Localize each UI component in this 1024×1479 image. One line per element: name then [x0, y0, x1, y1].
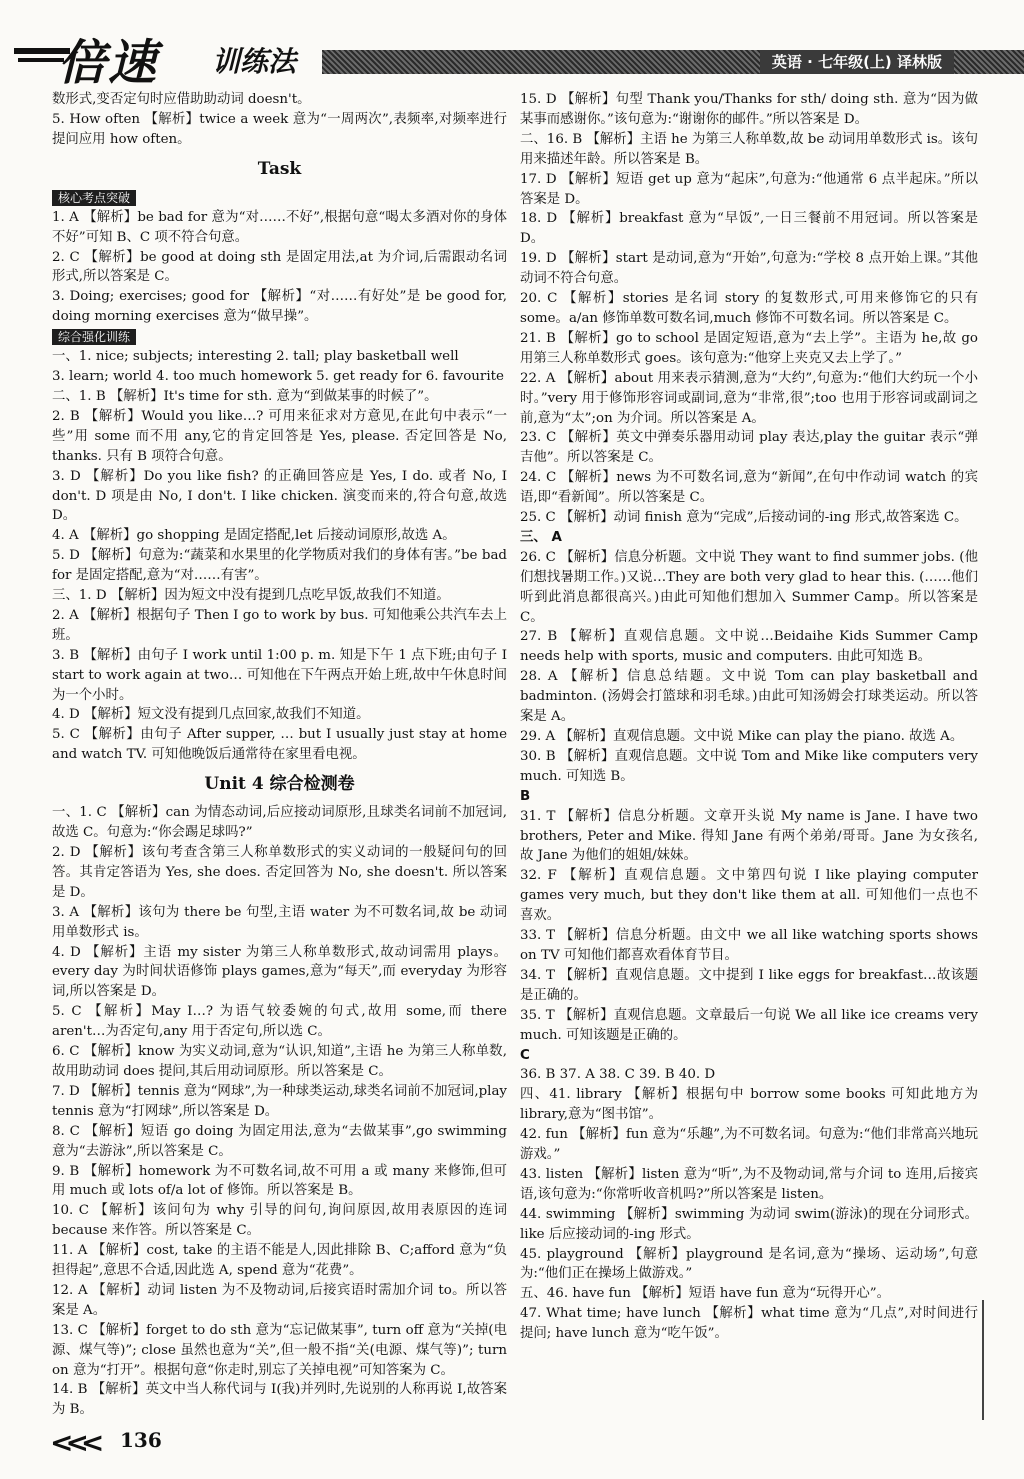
answer-item: 27. B 【解析】直观信息题。文中说…Beidaihe Kids Summer Camp needs help with sports, music and computers. 由此可知选 B。: [520, 629, 978, 665]
answer-item: 3. Doing; exercises; good for 【解析】“对……有好处”是 be good for, doing morning exercises 意为“做早操”。: [52, 289, 507, 325]
answer-item: 17. D 【解析】短语 get up 意为“起床”,句意为:“他通常 6 点半起床。”所以答案是 D。: [520, 171, 978, 207]
answer-item: 8. C 【解析】短语 go doing 为固定用法,意为“去做某事”,go swimming 意为“去游泳”,所以答案是 C。: [52, 1123, 507, 1159]
answer-item: 四、41. library 【解析】根据句中 borrow some books 可知此地方为 library,意为“图书馆”。: [520, 1087, 978, 1123]
answer-item: 15. D 【解析】句型 Thank you/Thanks for sth/ doing sth. 意为“因为做某事而感谢你。”该句意为:“谢谢你的邮件。”所以答案是 D。: [520, 92, 978, 127]
answer-item: 2. C 【解析】be good at doing sth 是固定用法,at 为介词,后需跟动名词形式,所以答案是 C。: [52, 249, 507, 285]
answer-item: 一、1. nice; subjects; interesting 2. tall; play basketball well: [52, 349, 459, 365]
answer-item: 9. B 【解析】homework 为不可数名词,故不可用 a 或 many 来修饰,但可用 much 或 lots of/a lot of 修饰。所以答案是 B。: [52, 1163, 507, 1199]
answer-item: 34. T 【解析】直观信息题。文中提到 I like eggs for breakfast…故该题是正确的。: [520, 967, 978, 1003]
answer-item: 42. fun 【解析】fun 意为“乐趣”,为不可数名词。句意为:“他们非常高兴地玩游戏。”: [520, 1127, 978, 1163]
answer-item: 数形式,变否定句时应借助助动词 doesn't。: [52, 92, 311, 107]
answer-item: 20. C 【解析】stories 是名词 story 的复数形式,可用来修饰它的只有 some。a/an 修饰单数可数名词,much 修饰不可数名词。所以答案是 C。: [520, 291, 978, 326]
answer-item: 3. D 【解析】Do you like fish? 的正确回答应是 Yes, I do. 或者 No, I don't. D 项是由 No, I don't. I like chicken. 演变而来的,符合句意,故选 D。: [52, 468, 507, 524]
answer-item: 45. playground 【解析】playground 是名词,意为“操场、运动场”,句意为:“他们正在操场上做游戏。”: [520, 1246, 978, 1282]
section-title: Unit 4 综合检测卷: [204, 774, 355, 795]
answer-item: 4. D 【解析】短文没有提到几点回家,故我们不知道。: [52, 707, 370, 723]
answer-item: 32. F 【解析】直观信息题。文中第四句说 I like playing computer games very much, but they don't like them at all. 可知他们一点也不喜欢。: [520, 868, 978, 924]
answer-item: 47. What time; have lunch 【解析】what time 意为“几点”,对时间进行提问; have lunch 意为“吃午饭”。: [520, 1306, 978, 1342]
answer-item: 5. How often 【解析】twice a week 意为“一周两次”,表频率,对频率进行提问应用 how often。: [52, 111, 507, 147]
answer-item: 33. T 【解析】信息分析题。由文中 we all like watching sports shows on TV 可知他们都喜欢看体育节目。: [520, 928, 978, 963]
answer-item: 三、1. D 【解析】因为短文中没有提到几点吃早饭,故我们不知道。: [52, 588, 450, 604]
subsection-label: C: [520, 1047, 530, 1063]
answer-item: 36. B 37. A 38. C 39. B 40. D: [520, 1067, 716, 1083]
answer-item: 5. D 【解析】句意为:“蔬菜和水果里的化学物质对我们的身体有害。”be bad for 是固定搭配,意为“对……有害”。: [52, 548, 507, 584]
answer-item: 3. A 【解析】该句为 there be 句型,主语 water 为不可数名词,故 be 动词用单数形式 is。: [52, 904, 507, 940]
answer-item: 21. B 【解析】go to school 是固定短语,意为“去上学”。主语为 he,故 go 用第三人称单数形式 goes。该句意为:“他穿上夹克又去上学了。”: [520, 330, 978, 366]
logo-subtitle: 训练法: [212, 45, 297, 78]
answer-item: 4. A 【解析】go shopping 是固定搭配,let 后接动词原形,故选 A。: [52, 528, 456, 544]
answer-item: 22. A 【解析】about 用来表示猜测,意为“大约”,句意为:“他们大约玩一个小时。”very 用于修饰形容词或副词,意为“非常,很”;too 也用于形容词或副词之前,意为“太”;on 为介词。所以答案是 A。: [520, 370, 978, 426]
answer-item: 26. C 【解析】信息分析题。文中说 They want to find summer jobs. (他们想找暑期工作。)又说…They are both very glad to hear this. (……他们听到此消息都很高兴。)由此可知他们想加入 Summer Camp。所以答案是 C。: [520, 549, 978, 625]
answer-item: 5. C 【解析】由句子 After supper, … but I usually just stay at home and watch TV. 可知他晚饭后通常待在家里看电视。: [52, 727, 507, 763]
left-column: [52, 90, 507, 1420]
column-rule: [982, 1300, 984, 1420]
section-tag-row: [52, 327, 507, 347]
answer-item: 31. T 【解析】信息分析题。文章开头说 My name is Jane. I have two brothers, Peter and Mike. 得知 Jane 有两个弟弟/哥哥。Jane 为女孩名,故 Jane 为他们的姐姐/妹妹。: [520, 808, 978, 864]
answer-item: 29. A 【解析】直观信息题。文中说 Mike can play the piano. 故选 A。: [520, 729, 964, 744]
answer-item: 24. C 【解析】news 为不可数名词,意为“新闻”,在句中作动词 watch 的宾语,即“看新闻”。所以答案是 C。: [520, 470, 978, 506]
answer-item: 一、1. C 【解析】can 为情态动词,后应接动词原形,且球类名词前不加冠词,故选 C。句意为:“你会踢足球吗?”: [52, 805, 507, 841]
subject-label: 英语 · 七年级(上) 译林版: [760, 50, 954, 74]
answer-item: 43. listen 【解析】listen 意为“听”,为不及物动词,常与介词 to 连用,后接宾语,该句意为:“你常听收音机吗?”所以答案是 listen。: [520, 1166, 978, 1202]
answer-item: 23. C 【解析】英文中弹奏乐器用动词 play 表达,play the guitar 表示“弹吉他”。所以答案是 C。: [520, 430, 978, 466]
answer-item: 2. B 【解析】Would you like…? 可用来征求对方意见,在此句中表示“一些”用 some 而不用 any,它的肯定回答是 Yes, please. 否定回答是 No, thanks. 只有 B 项符合句意。: [52, 408, 507, 464]
section-title: Task: [257, 158, 302, 179]
answer-item: 2. D 【解析】该句考查含第三人称单数形式的实义动词的一般疑问句的回答。其肯定答语为 Yes, she does. 否定回答为 No, she doesn't. 所以答案是 D。: [52, 845, 507, 900]
answer-item: 12. A 【解析】动词 listen 为不及物动词,后接宾语时需加介词 to。所以答案是 A。: [52, 1282, 507, 1318]
subsection-label: 三、 A: [520, 529, 562, 545]
answer-item: 二、16. B 【解析】主语 he 为第三人称单数,故 be 动词用单数形式 is。该句用来描述年龄。所以答案是 B。: [520, 131, 978, 167]
answer-item: 11. A 【解析】cost, take 的主语不能是人,因此排除 B、C;afford 意为“负担得起”,意思不合适,因此选 A, spend 意为“花费”。: [52, 1243, 507, 1279]
answer-item: 35. T 【解析】直观信息题。文章最后一句说 We all like ice creams very much. 可知该题是正确的。: [520, 1007, 978, 1043]
answer-item: 25. C 【解析】动词 finish 意为“完成”,后接动词的-ing 形式,故答案选 C。: [520, 510, 968, 526]
answer-item: 28. A 【解析】信息总结题。文中说 Tom can play basketball and badminton. (汤姆会打篮球和羽毛球。)由此可知汤姆会打球类运动。所以答案是 A。: [520, 669, 978, 725]
answer-item: 二、1. B 【解析】It's time for sth. 意为“到做某事的时候了”。: [52, 388, 438, 404]
answer-item: 30. B 【解析】直观信息题。文中说 Tom and Mike like computers very much. 可知选 B。: [520, 748, 978, 784]
answer-item: 5. C 【解析】May I…? 为语气较委婉的句式,故用 some,而 there aren't…为否定句,any 用于否定句,所以选 C。: [52, 1004, 507, 1040]
answer-item: 4. D 【解析】主语 my sister 为第三人称单数形式,故动词需用 plays。every day 为时间状语修饰 plays games,意为“每天”,而 everyday 为形容词,所以答案是 D。: [52, 944, 507, 1000]
answer-item: 18. D 【解析】breakfast 意为“早饭”,一日三餐前不用冠词。所以答案是 D。: [520, 211, 978, 247]
section-tag-row: [52, 188, 507, 208]
answer-item: 19. D 【解析】start 是动词,意为“开始”,句意为:“学校 8 点开始上课。”其他动词不符合句意。: [520, 251, 978, 287]
answer-item: 3. learn; world 4. too much homework 5. get ready for 6. favourite: [52, 369, 504, 385]
answer-item: 10. C 【解析】该问句为 why 引导的问句,询问原因,故用表原因的连词 because 来作答。所以答案是 C。: [52, 1203, 507, 1239]
answer-item: 3. B 【解析】由句子 I work until 1:00 p. m. 知是下午 1 点下班;由句子 I start to work again at two… 可知他在下午两点开始上班,故中午休息时间为一个小时。: [52, 647, 507, 703]
page-header: [0, 0, 1024, 91]
right-column: [520, 90, 978, 1344]
section-tag: 综合强化训练: [52, 329, 136, 345]
answer-item: 13. C 【解析】forget to do sth 意为“忘记做某事”, turn off 意为“关掉(电源、煤气等)”; close 虽然也意为“关”,但一般不指“关(电源、煤气等)”; turn on 意为“打开”。根据句意“你走时,别忘了关掉电视”可知答案为 C。: [52, 1322, 507, 1378]
answer-item: 14. B 【解析】英文中当人称代词与 I(我)并列时,先说别的人称再说 I,故答案为 B。: [52, 1382, 507, 1418]
page-number: 136: [120, 1428, 162, 1452]
answer-item: 44. swimming 【解析】swimming 为动词 swim(游泳)的现在分词形式。like 后应接动词的-ing 形式。: [520, 1206, 978, 1242]
section-tag: 核心考点突破: [52, 190, 136, 206]
answer-item: 1. A 【解析】be bad for 意为“对……不好”,根据句意“喝太多酒对你的身体不好”可知 B、C 项不符合句意。: [52, 209, 507, 245]
answer-item: 6. C 【解析】know 为实义动词,意为“认识,知道”,主语 he 为第三人称单数,故用助动词 does 提问,其后用动词原形。所以答案是 C。: [52, 1044, 507, 1079]
answer-item: 五、46. have fun 【解析】短语 have fun 意为“玩得开心”。: [520, 1286, 890, 1302]
answer-item: 2. A 【解析】根据句子 Then I go to work by bus. 可知他乘公共汽车去上班。: [52, 607, 507, 643]
subsection-label: B: [520, 788, 531, 804]
book-logo: [14, 22, 334, 91]
logo-title: 倍速: [58, 35, 159, 91]
answer-item: 7. D 【解析】tennis 意为“网球”,为一种球类运动,球类名词前不加冠词,play tennis 意为“打网球”,所以答案是 D。: [52, 1083, 507, 1119]
chevron-left-icon: <<<: [50, 1426, 97, 1459]
